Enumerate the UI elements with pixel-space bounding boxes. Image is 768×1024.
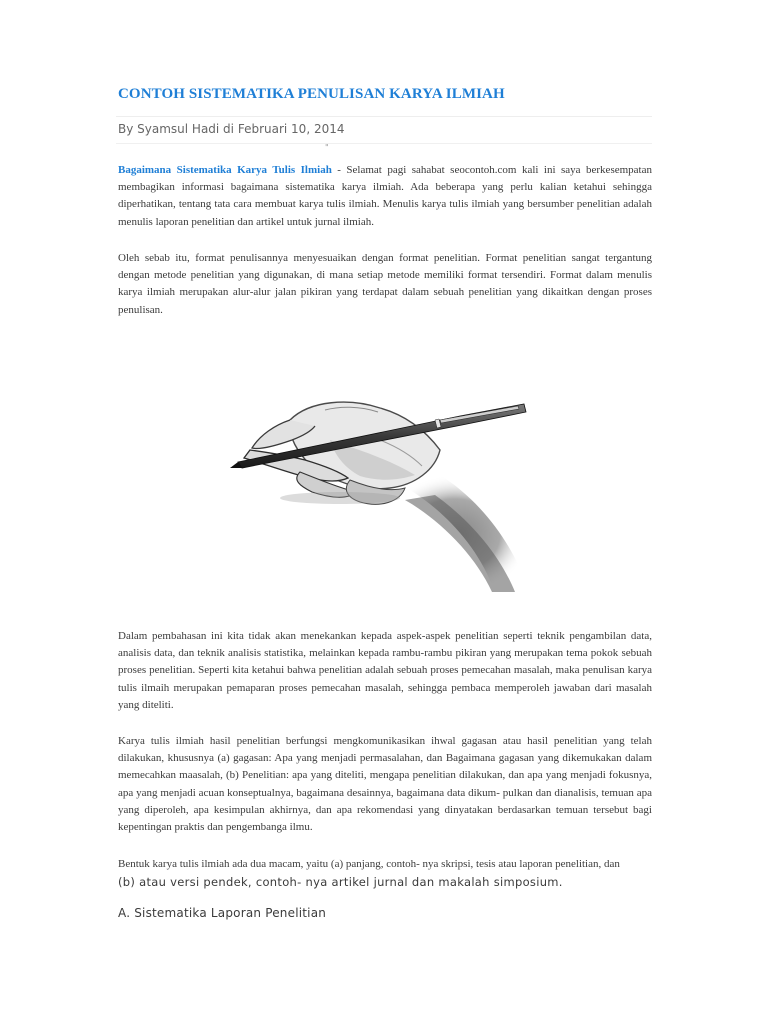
title-divider xyxy=(116,116,652,117)
section-heading: A. Sistematika Laporan Penelitian xyxy=(118,906,327,920)
byline-divider xyxy=(116,143,652,144)
forms-line-2: (b) atau versi pendek, contoh- nya artikel jurnal dan makalah simposium. xyxy=(118,875,563,890)
post-byline: By Syamsul Hadi di Februari 10, 2014 xyxy=(118,122,345,136)
paragraph-function: Karya tulis ilmiah hasil penelitian berfungsi mengkomunikasikan ihwal gagasan atau hasil penelitian yang telah dilakukan, khususnya (a) gagasan: Apa yang menjadi permasalahan, dan Bagaimana gagasan yang dikemukakan dalam memecahkan maasalah, (b) Penelitian: apa yang diteliti, mengapa penelitian dilakukan, dan apa yang menjadi fokusnya, apa yang menjadi acuan konseptualnya, bagaimana desainnya, bagaimana data dikum- pulkan dan dianalisis, temuan apa yang diperoleh, apa kesimpulan akhirnya, dan apa rekomendasi yang dinyatakan berdasarkan temuan tersebut bagi kepentingan praktis dan pengembanga ilmu. xyxy=(118,735,652,834)
paragraph-discussion: Dalam pembahasan ini kita tidak akan menekankan kepada aspek-aspek penelitian seperti teknik pengambilan data, analisis data, dan teknik analisis statistika, melainkan kepada rambu-rambu pikiran yang merupakan tema pokok sebuah proses penelitian. Seperti kita ketahui bahwa penelitian adalah sebuah proses pemecahan masalah, maka penulisan karya tulis ilmaih merupakan pemaparan proses pemecahan masalah, sehingga pembaca memperoleh jawaban dari masalah yang diteliti. xyxy=(118,630,652,711)
forms-line-1: Bentuk karya tulis ilmiah ada dua macam, yaitu (a) panjang, contoh- nya skripsi, tesis atau laporan penelitian, dan xyxy=(118,858,620,870)
paragraph-intro xyxy=(118,162,652,231)
post-title[interactable]: CONTOH SISTEMATIKA PENULISAN KARYA ILMIAH xyxy=(118,86,505,102)
intro-lead-link[interactable]: Bagaimana Sistematika Karya Tulis Ilmiah xyxy=(118,164,332,176)
hand-holding-pen-illustration xyxy=(230,380,540,600)
paragraph-format: Oleh sebab itu, format penulisannya menyesuaikan dengan format penelitian. Format penelitian sangat tergantung dengan metode penelitian yang digunakan, di mana setiap metode memiliki format tersendiri. Format dalam menulis karya ilmiah merupakan alur-alur jalan pikiran yang terdapat dalam sebuah penelitian yang dikaitkan dengan proses penulisan. xyxy=(118,252,652,316)
intro-text: - Selamat pagi sahabat seocontoh.com kali ini saya berkesempatan membagikan informasi bagaimana sistematika karya ilmiah. Ada beberapa yang perlu kalian ketahui sehingga diperhatikan, tentang tata cara membuat karya tulis ilmiah. Menulis karya tulis ilmiah yang bersumber penelitian adalah menulis laporan penelitian dan artikel untuk jurnal ilmiah. xyxy=(118,164,652,228)
quote-mark: " xyxy=(325,143,329,152)
paragraph-forms xyxy=(118,856,652,891)
